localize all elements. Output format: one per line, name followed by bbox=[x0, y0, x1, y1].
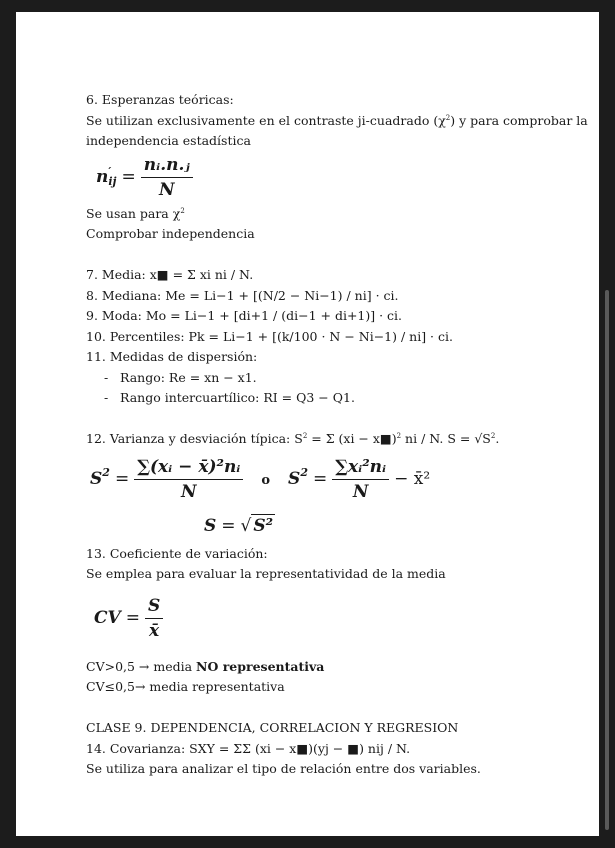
cv-formula: CV = $\frac{S}{x̄}$ bbox=[86, 585, 586, 657]
std-deviation-formula: S = √ S² bbox=[204, 515, 274, 536]
expected-frequency-formula: n ′ ij = $\frac{\text{nᵢ.n.ⱼ}}{N}$ bbox=[86, 152, 586, 204]
vertical-scrollbar[interactable] bbox=[605, 290, 609, 830]
section-6-use-2: Comprobar independencia bbox=[86, 226, 255, 241]
section-6-heading: 6. Esperanzas teóricas: bbox=[86, 92, 234, 107]
section-14-covariance: 14. Covarianza: SXY = ΣΣ (xi − x■)(yj − ■) nij / N. bbox=[86, 740, 411, 756]
section-9-mode: 9. Moda: Mo = Li−1 + [di+1 / (di−1 + di+1)] · ci. bbox=[86, 308, 403, 323]
section-6-use: Se usan para $\chi^2$ bbox=[86, 205, 185, 221]
bullet-range: - Rango: Re = xn − x1. bbox=[104, 369, 257, 385]
bullet-interquartile-range: - Rango intercuartílico: RI = Q3 − Q1. bbox=[104, 390, 355, 405]
section-14-description: Se utiliza para analizar el tipo de relación entre dos variables. bbox=[86, 761, 481, 776]
clase-9-heading: CLASE 9. DEPENDENCIA, CORRELACION Y REGRESION bbox=[86, 720, 459, 735]
section-7-mean: 7. Media: x■ = Σ xi ni / N. bbox=[86, 267, 254, 282]
variance-formulas: $S^2$ = $\frac{\text{∑(xᵢ − x̄)²nᵢ}}{N}$ o $S^2$ = $\frac{\text{∑xᵢ²nᵢ}}{N}$ − x̄² bbox=[90, 456, 431, 502]
document-page bbox=[16, 12, 599, 836]
or-separator: o bbox=[261, 472, 271, 488]
document-content bbox=[86, 90, 586, 780]
cv-condition-representative: CV≤0,5→ media representativa bbox=[86, 679, 285, 694]
section-8-median: 8. Mediana: Me = Li−1 + [(N/2 − Ni−1) / ni] · ci. bbox=[86, 287, 399, 303]
section-6-description-cont: independencia estadística bbox=[86, 133, 251, 148]
section-6-description: Se utilizan exclusivamente en el contraste ji-cuadrado $(\chi^2)$ y para comprobar la bbox=[86, 112, 588, 128]
section-10-percentiles: 10. Percentiles: Pk = Li−1 + [(k/100 · N − Ni−1) / ni] · ci. bbox=[86, 328, 453, 344]
section-13-heading: 13. Coeficiente de variación: bbox=[86, 545, 268, 561]
section-11-heading: 11. Medidas de dispersión: bbox=[86, 349, 258, 364]
section-13-description: Se emplea para evaluar la representatividad de la media bbox=[86, 566, 446, 581]
cv-condition-not-representative: CV>0,5 → media NO representativa bbox=[86, 658, 325, 674]
section-12-heading: 12. Varianza y desviación típica: $S^2 = \Sigma$ (xi − x■)$^2$ ni / N. $S = √S^2$. bbox=[86, 431, 500, 446]
